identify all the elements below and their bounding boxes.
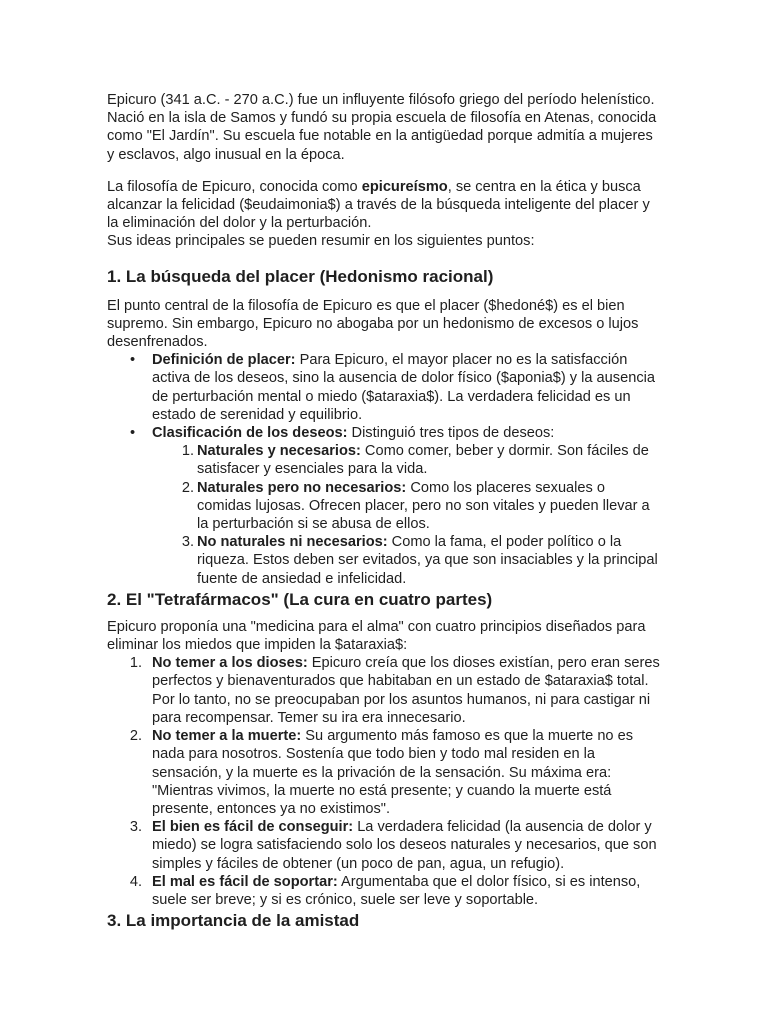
- tetrapharmakos-list: [107, 654, 663, 909]
- list-item-text: Como comer, beber y dormir. Son fáciles de satisfacer y esenciales para la vida.: [197, 443, 649, 478]
- list-number: 4.: [129, 873, 142, 890]
- list-item: [152, 479, 663, 534]
- list-number: 1.: [129, 655, 142, 672]
- list-number: 3.: [129, 819, 142, 836]
- list-number: 2.: [129, 728, 142, 745]
- intro-paragraph-2: [107, 178, 663, 233]
- list-item: [107, 873, 663, 909]
- list-item: [107, 351, 663, 424]
- list-item-text: Para Epicuro, el mayor placer no es la satisfacción activa de los deseos, sino la ausencia de dolor físico ($aponia$) y la ausencia de perturbación mental o miedo ($ataraxia$). La verdadera felicidad es un estado de serenidad y equilibrio.: [152, 352, 655, 423]
- list-item: [152, 533, 663, 588]
- document-page: [107, 91, 663, 931]
- list-item-text: Como la fama, el poder político o la riqueza. Estos deben ser evitados, ya que son insaciables y la principal fuente de ansiedad e infelicidad.: [197, 534, 658, 587]
- list-item-label: Definición de placer:: [152, 352, 296, 369]
- list-item-text: La verdadera felicidad (la ausencia de dolor y miedo) se logra satisfaciendo solo los deseos naturales y necesarios, que son simples y fáciles de obtener (un poco de pan, agua, un refugio).: [152, 819, 657, 872]
- list-number: 2.: [181, 479, 194, 496]
- section-2-intro: Epicuro proponía una "medicina para el alma" con cuatro principios diseñados para eliminar los miedos que impiden la $ataraxia$:: [107, 618, 646, 654]
- list-item-text: Argumentaba que el dolor físico, si es intenso, suele ser breve; y si es crónico, suele ser leve y soportable.: [152, 873, 641, 908]
- desire-types-list: [152, 442, 663, 588]
- section-3-heading: 3. La importancia de la amistad: [107, 911, 360, 931]
- intro-paragraph-3: Sus ideas principales se pueden resumir en los siguientes puntos:: [107, 233, 535, 250]
- list-item: [152, 442, 663, 478]
- list-item-label: Naturales pero no necesarios:: [197, 479, 407, 496]
- list-item-label: El bien es fácil de conseguir:: [152, 819, 354, 836]
- list-item: [107, 818, 663, 873]
- list-item: [107, 654, 663, 727]
- list-item-text: Epicuro creía que los dioses existían, pero eran seres perfectos y bienaventurados que habitaban en un estado de $ataraxia$ total. Por lo tanto, no se preocupaban por los asuntos humanos, ni para castigar ni para recompensar. Temer su ira era innecesario.: [152, 655, 660, 726]
- list-item-text: Su argumento más famoso es que la muerte no es nada para nosotros. Sostenía que todo bien y todo mal residen en la sensación, y la muerte es la privación de la sensación. Su máxima era: "Mientras vivimos, la muerte no está presente; y cuando la muerte está presente, entonces ya no existimos".: [152, 728, 634, 817]
- section-1-intro: El punto central de la filosofía de Epicuro es que el placer ($hedoné$) es el bien supremo. Sin embargo, Epicuro no abogaba por un hedonismo de excesos o lujos desenfrenados.: [107, 297, 639, 351]
- list-item-text: Como los placeres sexuales o comidas lujosas. Ofrecen placer, pero no son vitales y pueden llevar a la perturbación si se abusa de ellos.: [197, 479, 650, 533]
- list-item-text: Distinguió tres tipos de deseos:: [347, 425, 555, 442]
- list-item-label: Clasificación de los deseos:: [152, 425, 348, 442]
- bullet-icon: •: [130, 425, 136, 442]
- list-item: [107, 727, 663, 818]
- section-1-heading: 1. La búsqueda del placer (Hedonismo racional): [107, 266, 494, 286]
- list-item-label: No naturales ni necesarios:: [197, 534, 388, 551]
- intro-p2-end: , se centra en la ética y busca alcanzar la felicidad ($eudaimonia$) a través de la búsqueda inteligente del placer y la eliminación del dolor y la perturbación.: [107, 178, 650, 232]
- list-number: 3.: [181, 534, 194, 551]
- list-item-label: El mal es fácil de soportar:: [152, 873, 338, 890]
- bullet-icon: •: [130, 352, 136, 369]
- list-number: 1.: [181, 443, 194, 460]
- section-2-heading: 2. El "Tetrafármacos" (La cura en cuatro partes): [107, 589, 493, 609]
- list-item-label: No temer a los dioses:: [152, 655, 308, 672]
- list-item-label: Naturales y necesarios:: [197, 443, 361, 460]
- intro-paragraph-1: Epicuro (341 a.C. - 270 a.C.) fue un influyente filósofo griego del período helenístico. Nació en la isla de Samos y fundó su propia escuela de filosofía en Atenas, conocida como "El Jardín". Su escuela fue notable en la antigüedad porque admitía a mujeres y esclavos, algo inusual en la época.: [107, 92, 657, 163]
- list-item-label: No temer a la muerte:: [152, 728, 302, 745]
- intro-p2-start: La filosofía de Epicuro, conocida como: [107, 178, 362, 195]
- intro-p2-bold-term: epicureísmo: [361, 178, 448, 195]
- list-item: [107, 424, 663, 588]
- section-1-bullet-list: [107, 351, 663, 588]
